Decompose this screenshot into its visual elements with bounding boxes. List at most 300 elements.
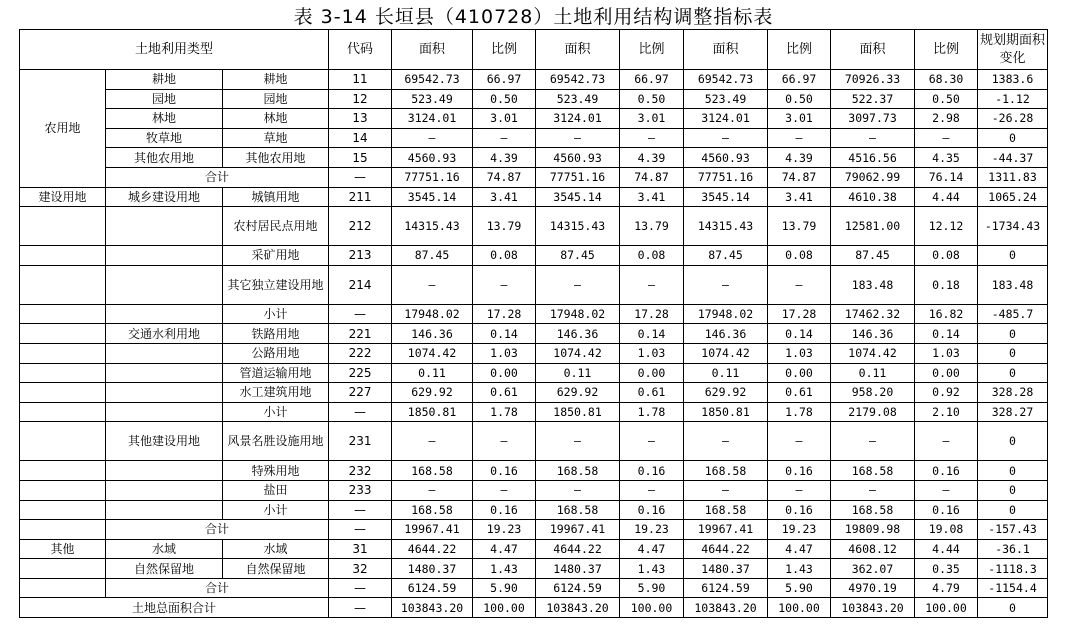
area-cell: 14315.43 xyxy=(684,207,768,246)
code-cell: 231 xyxy=(329,422,392,461)
column-header: 比例 xyxy=(620,30,684,70)
land-type-cell xyxy=(106,383,223,403)
header-row xyxy=(20,30,1048,70)
ratio-cell: 0.61 xyxy=(620,383,684,403)
area-cell: — xyxy=(392,128,473,148)
ratio-cell: 0.16 xyxy=(768,500,831,520)
table-row xyxy=(20,363,1048,383)
ratio-cell: 0.16 xyxy=(915,500,978,520)
land-type-cell xyxy=(106,461,223,481)
ratio-cell: 0.50 xyxy=(620,89,684,109)
area-cell: 3124.01 xyxy=(392,109,473,129)
area-change-cell: -44.37 xyxy=(978,148,1048,168)
ratio-cell: 1.78 xyxy=(473,402,536,422)
ratio-cell: — xyxy=(473,480,536,500)
land-type-cell xyxy=(20,578,106,598)
land-type-cell: 风景名胜设施用地 xyxy=(223,422,329,461)
area-cell: 19967.41 xyxy=(684,520,768,540)
ratio-cell: — xyxy=(915,422,978,461)
land-type-cell xyxy=(20,461,106,481)
column-header: 面积 xyxy=(392,30,473,70)
land-type-cell xyxy=(20,246,106,266)
land-type-cell: 园地 xyxy=(106,89,223,109)
area-cell: — xyxy=(392,480,473,500)
ratio-cell: 4.44 xyxy=(915,187,978,207)
area-cell: 70926.33 xyxy=(831,70,915,90)
land-type-cell xyxy=(106,246,223,266)
ratio-cell: 0.50 xyxy=(473,89,536,109)
area-cell: 4644.22 xyxy=(392,539,473,559)
ratio-cell: 0.00 xyxy=(473,363,536,383)
land-type-cell: 小计 xyxy=(223,402,329,422)
ratio-cell: 1.03 xyxy=(620,343,684,363)
code-cell: 15 xyxy=(329,148,392,168)
area-cell: 77751.16 xyxy=(392,167,473,187)
code-cell: — xyxy=(329,500,392,520)
ratio-cell: 3.41 xyxy=(768,187,831,207)
area-cell: 168.58 xyxy=(392,461,473,481)
ratio-cell: — xyxy=(768,422,831,461)
land-type-cell xyxy=(106,304,223,324)
area-change-cell: 1065.24 xyxy=(978,187,1048,207)
area-cell: 4610.38 xyxy=(831,187,915,207)
area-cell: 3124.01 xyxy=(536,109,620,129)
ratio-cell: 17.28 xyxy=(473,304,536,324)
column-header: 比例 xyxy=(915,30,978,70)
column-header: 面积 xyxy=(684,30,768,70)
code-cell: 227 xyxy=(329,383,392,403)
area-cell: 2179.08 xyxy=(831,402,915,422)
area-cell: 1850.81 xyxy=(684,402,768,422)
land-type-cell: 耕地 xyxy=(106,70,223,90)
land-type-cell xyxy=(106,402,223,422)
land-type-cell: 园地 xyxy=(223,89,329,109)
ratio-cell: 66.97 xyxy=(620,70,684,90)
land-type-cell: 林地 xyxy=(223,109,329,129)
area-cell: 69542.73 xyxy=(536,70,620,90)
ratio-cell: — xyxy=(473,265,536,304)
area-cell: 629.92 xyxy=(536,383,620,403)
code-cell: — xyxy=(329,598,392,618)
area-cell: 17948.02 xyxy=(684,304,768,324)
area-cell: 17948.02 xyxy=(536,304,620,324)
ratio-cell: 17.28 xyxy=(620,304,684,324)
land-type-cell: 小计 xyxy=(223,304,329,324)
table-row xyxy=(20,480,1048,500)
area-cell: 4608.12 xyxy=(831,539,915,559)
area-cell: — xyxy=(536,265,620,304)
ratio-cell: 0.08 xyxy=(620,246,684,266)
area-cell: 4516.56 xyxy=(831,148,915,168)
area-change-cell: -36.1 xyxy=(978,539,1048,559)
ratio-cell: 66.97 xyxy=(768,70,831,90)
ratio-cell: 5.90 xyxy=(768,578,831,598)
table-row xyxy=(20,343,1048,363)
area-change-cell: 0 xyxy=(978,422,1048,461)
land-type-cell: 农用地 xyxy=(20,70,106,188)
area-cell: 69542.73 xyxy=(684,70,768,90)
area-cell: 87.45 xyxy=(831,246,915,266)
area-cell: — xyxy=(684,128,768,148)
code-cell: 32 xyxy=(329,559,392,579)
area-change-cell: 0 xyxy=(978,324,1048,344)
ratio-cell: — xyxy=(473,422,536,461)
land-type-cell xyxy=(106,363,223,383)
ratio-cell: — xyxy=(768,265,831,304)
code-cell: 222 xyxy=(329,343,392,363)
area-change-cell: 183.48 xyxy=(978,265,1048,304)
code-cell: 232 xyxy=(329,461,392,481)
table-row xyxy=(20,265,1048,304)
land-type-cell: 铁路用地 xyxy=(223,324,329,344)
area-cell: 362.07 xyxy=(831,559,915,579)
area-change-cell: 0 xyxy=(978,461,1048,481)
area-cell: 522.37 xyxy=(831,89,915,109)
table-row xyxy=(20,187,1048,207)
area-change-cell: 1311.83 xyxy=(978,167,1048,187)
area-cell: 146.36 xyxy=(536,324,620,344)
ratio-cell: 4.39 xyxy=(768,148,831,168)
area-cell: 0.11 xyxy=(831,363,915,383)
area-cell: — xyxy=(536,128,620,148)
ratio-cell: 0.08 xyxy=(768,246,831,266)
land-type-cell: 水域 xyxy=(106,539,223,559)
table-row xyxy=(20,167,1048,187)
ratio-cell: 19.23 xyxy=(473,520,536,540)
column-header: 面积 xyxy=(831,30,915,70)
table-row xyxy=(20,207,1048,246)
area-cell: 168.58 xyxy=(684,500,768,520)
area-cell: 69542.73 xyxy=(392,70,473,90)
area-cell: — xyxy=(536,422,620,461)
area-cell: 1850.81 xyxy=(536,402,620,422)
ratio-cell: 5.90 xyxy=(473,578,536,598)
area-change-cell: 328.27 xyxy=(978,402,1048,422)
table-row xyxy=(20,402,1048,422)
ratio-cell: 0.16 xyxy=(473,461,536,481)
area-cell: 0.11 xyxy=(684,363,768,383)
table-row xyxy=(20,324,1048,344)
land-type-cell: 草地 xyxy=(223,128,329,148)
ratio-cell: 2.98 xyxy=(915,109,978,129)
land-type-cell xyxy=(106,480,223,500)
area-cell: 19809.98 xyxy=(831,520,915,540)
area-change-cell: -485.7 xyxy=(978,304,1048,324)
area-cell: 19967.41 xyxy=(536,520,620,540)
ratio-cell: 2.10 xyxy=(915,402,978,422)
area-cell: 4970.19 xyxy=(831,578,915,598)
land-type-cell: 其他农用地 xyxy=(106,148,223,168)
table-row xyxy=(20,598,1048,618)
ratio-cell: 5.90 xyxy=(620,578,684,598)
code-cell: — xyxy=(329,520,392,540)
land-type-cell xyxy=(20,343,106,363)
land-type-cell: 其它独立建设用地 xyxy=(223,265,329,304)
area-cell: 146.36 xyxy=(684,324,768,344)
ratio-cell: 0.14 xyxy=(620,324,684,344)
area-cell: 168.58 xyxy=(392,500,473,520)
table-row xyxy=(20,246,1048,266)
area-cell: — xyxy=(684,480,768,500)
ratio-cell: 0.50 xyxy=(768,89,831,109)
land-type-cell xyxy=(20,480,106,500)
ratio-cell: 13.79 xyxy=(473,207,536,246)
land-type-cell xyxy=(106,265,223,304)
area-cell: 4560.93 xyxy=(684,148,768,168)
ratio-cell: 74.87 xyxy=(473,167,536,187)
area-change-cell: 0 xyxy=(978,598,1048,618)
ratio-cell: — xyxy=(620,422,684,461)
ratio-cell: 4.39 xyxy=(473,148,536,168)
land-type-cell xyxy=(20,383,106,403)
ratio-cell: 0.18 xyxy=(915,265,978,304)
ratio-cell: 1.78 xyxy=(768,402,831,422)
ratio-cell: 0.08 xyxy=(915,246,978,266)
ratio-cell: 100.00 xyxy=(620,598,684,618)
area-cell: — xyxy=(831,480,915,500)
land-type-cell: 特殊用地 xyxy=(223,461,329,481)
table-row xyxy=(20,148,1048,168)
ratio-cell: 1.03 xyxy=(768,343,831,363)
land-type-cell xyxy=(20,207,106,246)
area-cell: 6124.59 xyxy=(392,578,473,598)
area-change-cell: -1734.43 xyxy=(978,207,1048,246)
area-cell: 1074.42 xyxy=(536,343,620,363)
ratio-cell: 13.79 xyxy=(620,207,684,246)
land-type-cell xyxy=(20,500,106,520)
land-use-table xyxy=(19,29,1048,618)
ratio-cell: 0.00 xyxy=(620,363,684,383)
area-cell: 19967.41 xyxy=(392,520,473,540)
code-cell: — xyxy=(329,402,392,422)
ratio-cell: 4.47 xyxy=(620,539,684,559)
column-header: 代码 xyxy=(329,30,392,70)
code-cell: 221 xyxy=(329,324,392,344)
area-cell: 3545.14 xyxy=(392,187,473,207)
ratio-cell: 13.79 xyxy=(768,207,831,246)
ratio-cell: 0.16 xyxy=(473,500,536,520)
ratio-cell: 3.41 xyxy=(620,187,684,207)
ratio-cell: 0.00 xyxy=(915,363,978,383)
area-cell: 103843.20 xyxy=(831,598,915,618)
ratio-cell: 1.03 xyxy=(915,343,978,363)
land-type-cell xyxy=(20,304,106,324)
area-cell: 6124.59 xyxy=(536,578,620,598)
ratio-cell: 1.43 xyxy=(768,559,831,579)
area-cell: 168.58 xyxy=(684,461,768,481)
land-type-cell xyxy=(20,402,106,422)
area-cell: 3097.73 xyxy=(831,109,915,129)
land-type-cell: 自然保留地 xyxy=(106,559,223,579)
area-cell: 12581.00 xyxy=(831,207,915,246)
ratio-cell: 66.97 xyxy=(473,70,536,90)
area-cell: 3124.01 xyxy=(684,109,768,129)
land-type-cell xyxy=(20,422,106,461)
area-change-cell: -157.43 xyxy=(978,520,1048,540)
area-cell: 14315.43 xyxy=(536,207,620,246)
area-cell: 4560.93 xyxy=(392,148,473,168)
ratio-cell: 4.35 xyxy=(915,148,978,168)
area-cell: 0.11 xyxy=(536,363,620,383)
area-cell: — xyxy=(392,265,473,304)
area-cell: 1074.42 xyxy=(684,343,768,363)
land-type-cell: 自然保留地 xyxy=(223,559,329,579)
land-type-cell: 农村居民点用地 xyxy=(223,207,329,246)
code-cell: 12 xyxy=(329,89,392,109)
area-cell: 168.58 xyxy=(831,500,915,520)
code-cell: 13 xyxy=(329,109,392,129)
land-type-cell: 合计 xyxy=(106,520,329,540)
code-cell: 11 xyxy=(329,70,392,90)
area-cell: 14315.43 xyxy=(392,207,473,246)
table-row xyxy=(20,383,1048,403)
area-change-cell: 0 xyxy=(978,500,1048,520)
ratio-cell: — xyxy=(768,480,831,500)
area-change-cell: -1154.4 xyxy=(978,578,1048,598)
area-cell: 1850.81 xyxy=(392,402,473,422)
ratio-cell: 1.03 xyxy=(473,343,536,363)
ratio-cell: 12.12 xyxy=(915,207,978,246)
table-row xyxy=(20,500,1048,520)
area-cell: 103843.20 xyxy=(392,598,473,618)
table-row xyxy=(20,422,1048,461)
area-change-cell: 1383.6 xyxy=(978,70,1048,90)
code-cell: 211 xyxy=(329,187,392,207)
ratio-cell: 19.23 xyxy=(620,520,684,540)
ratio-cell: 3.41 xyxy=(473,187,536,207)
ratio-cell: — xyxy=(915,128,978,148)
land-type-cell: 牧草地 xyxy=(106,128,223,148)
land-type-cell: 耕地 xyxy=(223,70,329,90)
area-cell: 77751.16 xyxy=(684,167,768,187)
area-cell: 87.45 xyxy=(392,246,473,266)
area-cell: 87.45 xyxy=(684,246,768,266)
area-cell: — xyxy=(684,265,768,304)
ratio-cell: 0.16 xyxy=(620,461,684,481)
area-change-cell: 0 xyxy=(978,343,1048,363)
area-cell: 168.58 xyxy=(536,461,620,481)
code-cell: 212 xyxy=(329,207,392,246)
ratio-cell: 1.43 xyxy=(473,559,536,579)
area-cell: 629.92 xyxy=(684,383,768,403)
area-cell: 523.49 xyxy=(536,89,620,109)
area-cell: 4644.22 xyxy=(536,539,620,559)
land-type-cell: 其他农用地 xyxy=(223,148,329,168)
table-title: 表 3-14 长垣县（410728）土地利用结构调整指标表 xyxy=(293,6,774,28)
ratio-cell: 74.87 xyxy=(620,167,684,187)
land-type-cell: 水域 xyxy=(223,539,329,559)
area-cell: 4560.93 xyxy=(536,148,620,168)
code-cell: 14 xyxy=(329,128,392,148)
land-type-cell: 林地 xyxy=(106,109,223,129)
area-cell: 3545.14 xyxy=(536,187,620,207)
ratio-cell: 68.30 xyxy=(915,70,978,90)
ratio-cell: 17.28 xyxy=(768,304,831,324)
area-change-cell: -1118.3 xyxy=(978,559,1048,579)
column-header: 比例 xyxy=(473,30,536,70)
land-type-cell: 合计 xyxy=(106,578,329,598)
ratio-cell: 4.39 xyxy=(620,148,684,168)
ratio-cell: 16.82 xyxy=(915,304,978,324)
area-cell: 6124.59 xyxy=(684,578,768,598)
land-type-cell xyxy=(20,559,106,579)
area-cell: 103843.20 xyxy=(536,598,620,618)
code-cell: 31 xyxy=(329,539,392,559)
area-cell: 629.92 xyxy=(392,383,473,403)
land-type-cell: 交通水利用地 xyxy=(106,324,223,344)
area-cell: 1074.42 xyxy=(831,343,915,363)
table-row xyxy=(20,520,1048,540)
area-change-cell: 0 xyxy=(978,246,1048,266)
ratio-cell: 4.44 xyxy=(915,539,978,559)
ratio-cell: — xyxy=(915,480,978,500)
ratio-cell: 0.00 xyxy=(768,363,831,383)
table-row xyxy=(20,70,1048,90)
area-cell: 17948.02 xyxy=(392,304,473,324)
code-cell: 214 xyxy=(329,265,392,304)
table-row xyxy=(20,539,1048,559)
column-header: 比例 xyxy=(768,30,831,70)
ratio-cell: 74.87 xyxy=(768,167,831,187)
land-type-cell: 管道运输用地 xyxy=(223,363,329,383)
code-cell: — xyxy=(329,304,392,324)
area-cell: 523.49 xyxy=(392,89,473,109)
area-cell: 146.36 xyxy=(392,324,473,344)
ratio-cell: 100.00 xyxy=(768,598,831,618)
ratio-cell: 0.16 xyxy=(620,500,684,520)
ratio-cell: — xyxy=(620,265,684,304)
ratio-cell: 3.01 xyxy=(473,109,536,129)
land-type-cell: 城乡建设用地 xyxy=(106,187,223,207)
area-cell: 1480.37 xyxy=(392,559,473,579)
column-header: 土地利用类型 xyxy=(20,30,329,70)
ratio-cell: 0.08 xyxy=(473,246,536,266)
land-type-cell: 土地总面积合计 xyxy=(20,598,329,618)
table-row xyxy=(20,128,1048,148)
area-cell: 168.58 xyxy=(831,461,915,481)
land-type-cell: 采矿用地 xyxy=(223,246,329,266)
code-cell: — xyxy=(329,578,392,598)
land-type-cell xyxy=(20,265,106,304)
area-cell: 523.49 xyxy=(684,89,768,109)
table-row xyxy=(20,304,1048,324)
ratio-cell: 0.92 xyxy=(915,383,978,403)
area-change-cell: -1.12 xyxy=(978,89,1048,109)
area-change-cell: -26.28 xyxy=(978,109,1048,129)
column-header: 面积 xyxy=(536,30,620,70)
code-cell: — xyxy=(329,167,392,187)
ratio-cell: 0.50 xyxy=(915,89,978,109)
ratio-cell: 100.00 xyxy=(473,598,536,618)
table-row xyxy=(20,559,1048,579)
area-cell: 146.36 xyxy=(831,324,915,344)
ratio-cell: 0.14 xyxy=(473,324,536,344)
area-change-cell: 0 xyxy=(978,128,1048,148)
ratio-cell: — xyxy=(620,128,684,148)
area-cell: — xyxy=(536,480,620,500)
ratio-cell: — xyxy=(620,480,684,500)
area-cell: 1480.37 xyxy=(536,559,620,579)
land-type-cell: 城镇用地 xyxy=(223,187,329,207)
area-cell: 87.45 xyxy=(536,246,620,266)
land-type-cell xyxy=(20,324,106,344)
land-type-cell: 合计 xyxy=(106,167,329,187)
area-change-cell: 0 xyxy=(978,363,1048,383)
table-row xyxy=(20,461,1048,481)
code-cell: 213 xyxy=(329,246,392,266)
land-type-cell: 其他建设用地 xyxy=(106,422,223,461)
area-cell: 17462.32 xyxy=(831,304,915,324)
